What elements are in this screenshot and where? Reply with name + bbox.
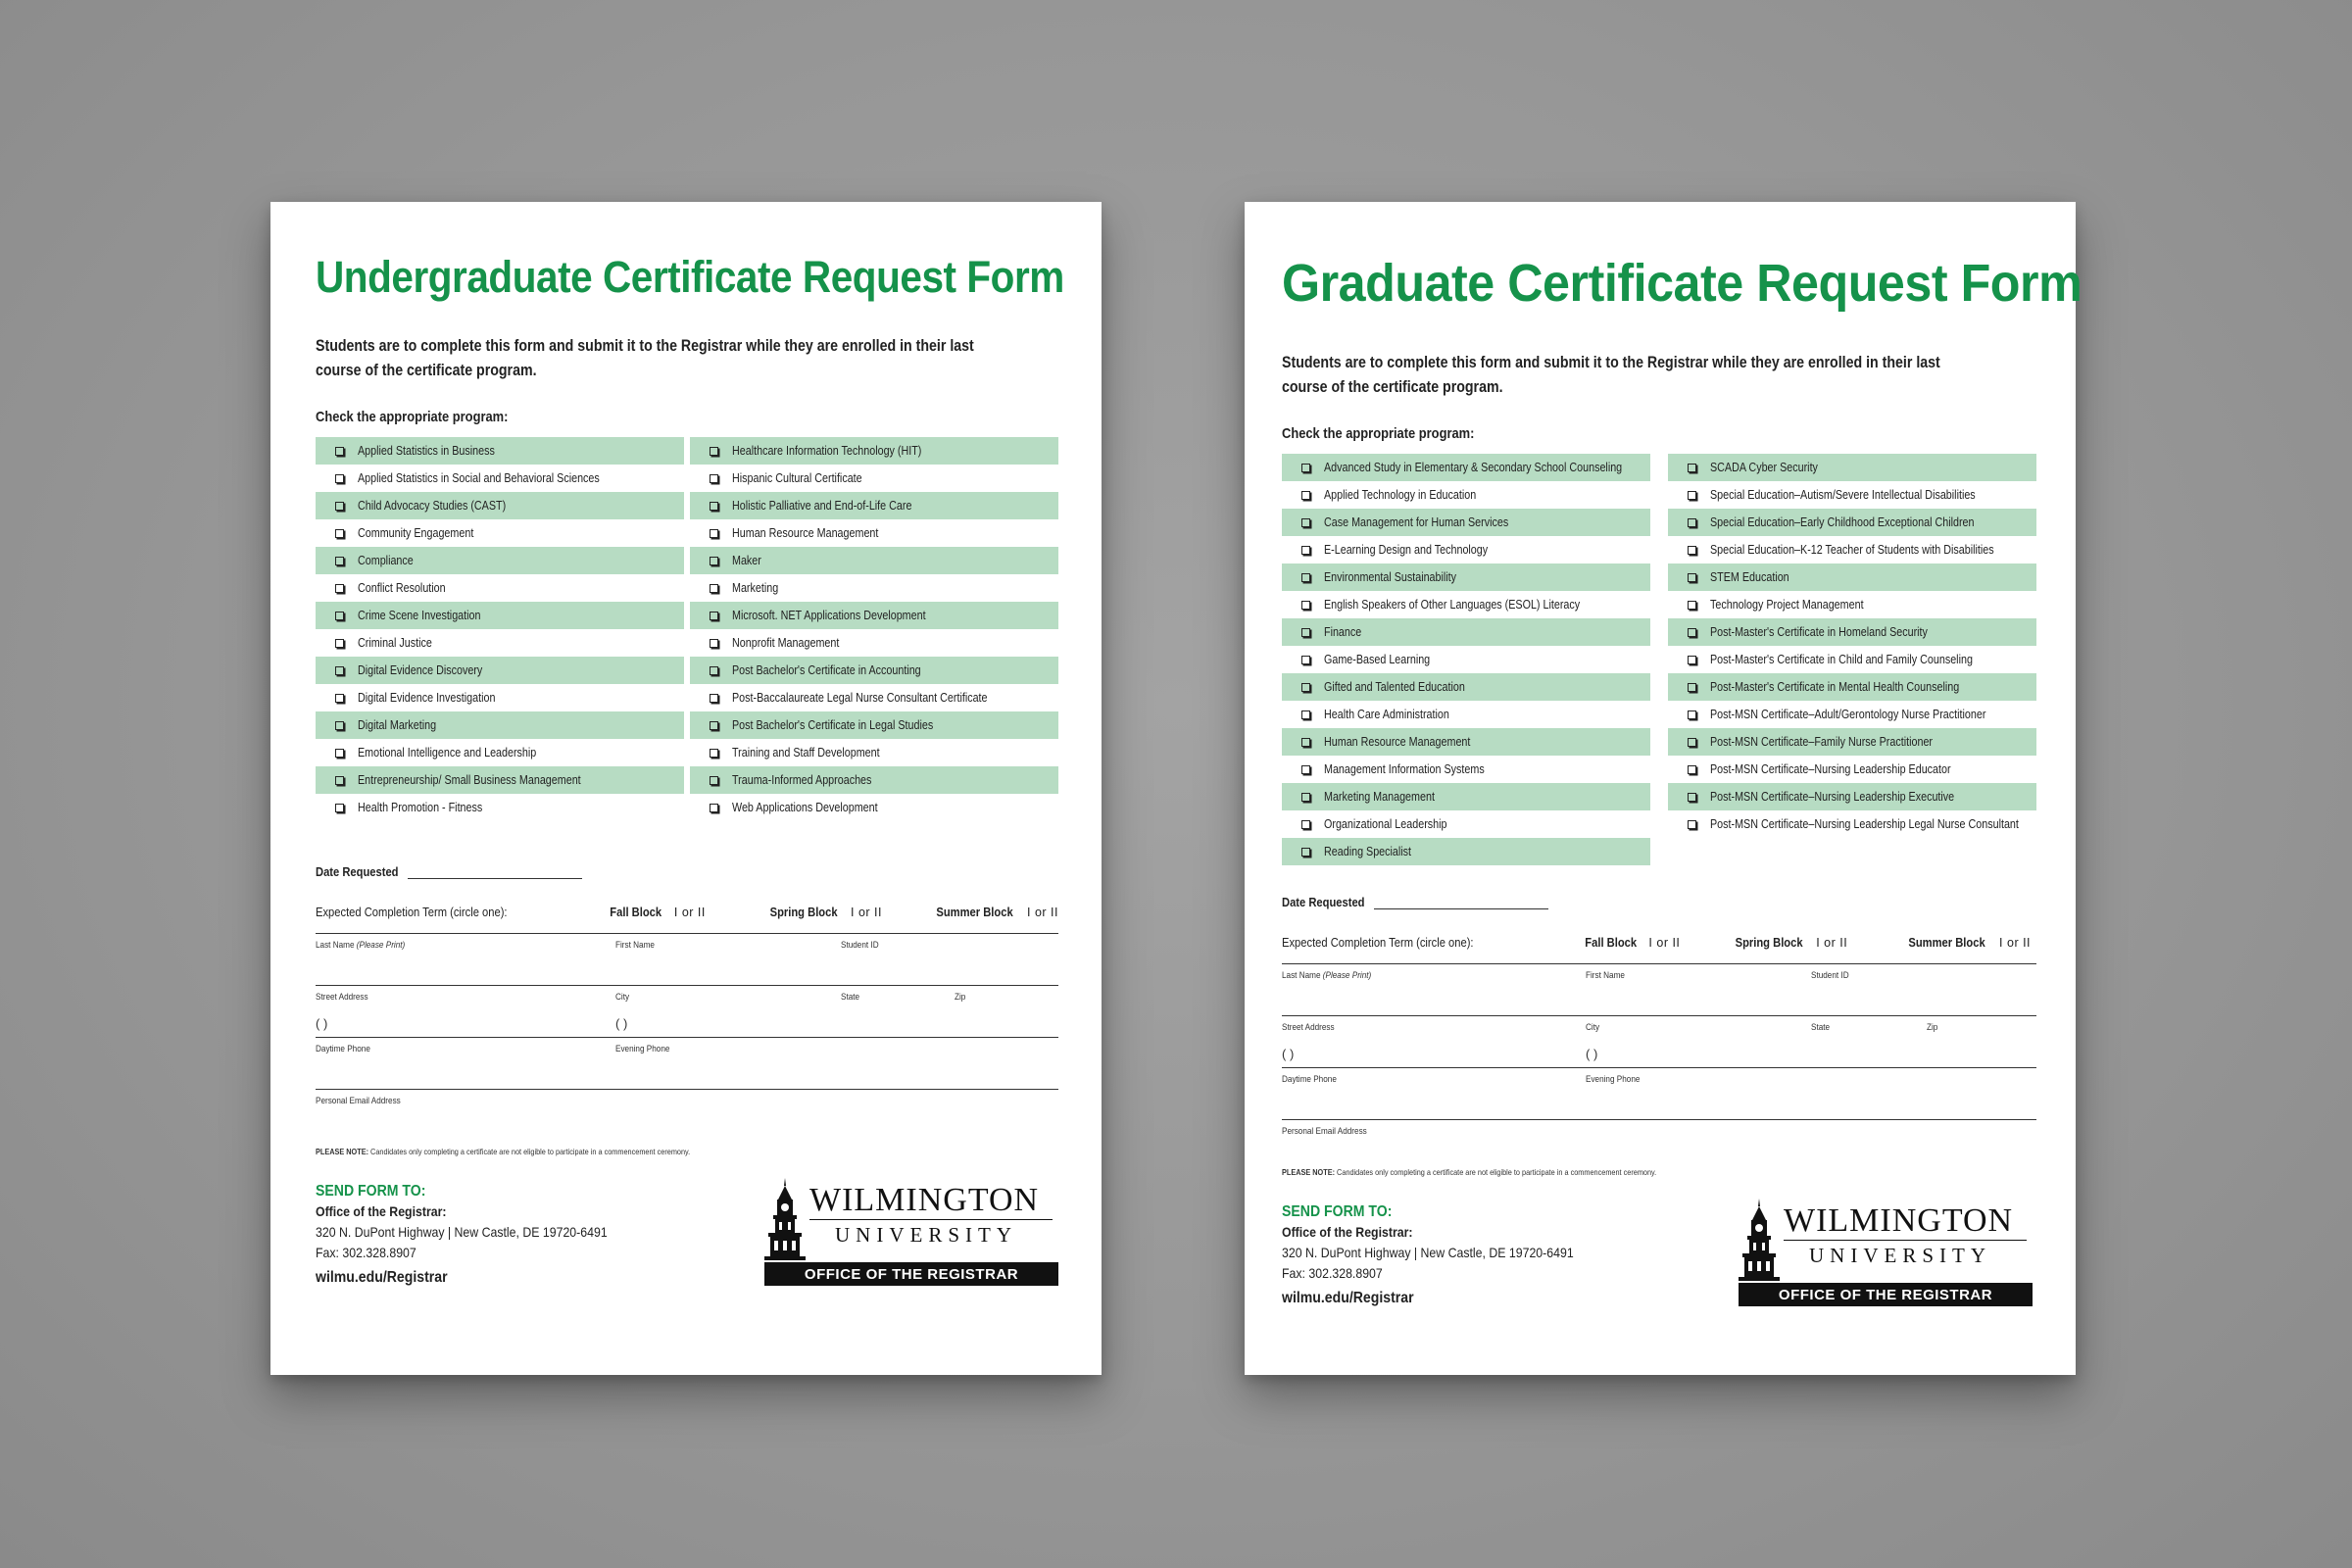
program-label: SCADA Cyber Security <box>1710 461 1818 474</box>
office-fax: Fax: 302.328.8907 <box>316 1245 416 1260</box>
program-checkbox-item[interactable] <box>1668 728 2036 756</box>
checkbox-icon[interactable] <box>1301 848 1310 857</box>
send-to-block <box>316 1181 608 1288</box>
summer-or-options: I or II <box>1999 935 2032 950</box>
program-checkbox-item[interactable] <box>690 766 1058 794</box>
completion-term-row <box>1282 935 2036 950</box>
send-to-heading: SEND FORM TO: <box>316 1183 426 1200</box>
checkbox-icon[interactable] <box>710 474 718 483</box>
checkbox-icon[interactable] <box>1301 793 1310 802</box>
program-checkbox-item[interactable] <box>690 739 1058 766</box>
city-label: City <box>1586 1022 1600 1033</box>
first-name-label: First Name <box>1586 970 1625 981</box>
university-logo <box>1739 1199 2033 1308</box>
program-label: Post Bachelor's Certificate in Legal Studies <box>732 718 934 732</box>
logo-university: UNIVERSITY <box>1809 1244 1991 1267</box>
program-checkbox-item[interactable] <box>1282 838 1650 865</box>
name-row[interactable] <box>1282 963 2036 1015</box>
note-text: Candidates only completing a certificate are not eligible to participate in a commencement ceremony. <box>370 1147 691 1156</box>
program-label: Environmental Sustainability <box>1324 570 1457 584</box>
zip-label: Zip <box>955 992 966 1003</box>
program-checkbox-item[interactable] <box>316 465 684 492</box>
program-label: Maker <box>732 554 761 567</box>
spring-block-label: Spring Block <box>1735 935 1803 950</box>
name-row[interactable] <box>316 933 1058 985</box>
checkbox-icon[interactable] <box>1301 683 1310 692</box>
logo-wilmington: WILMINGTON <box>1784 1202 2014 1239</box>
program-column <box>1282 454 1650 865</box>
program-label: Criminal Justice <box>358 636 432 650</box>
spring-or-options: I or II <box>1816 935 1848 950</box>
logo-office-bar: OFFICE OF THE REGISTRAR <box>1739 1283 2033 1306</box>
checkbox-icon[interactable] <box>710 776 718 785</box>
summer-block-label: Summer Block <box>936 905 1013 919</box>
checkbox-icon[interactable] <box>1301 656 1310 664</box>
checkbox-icon[interactable] <box>335 557 344 565</box>
street-address-label: Street Address <box>316 992 368 1003</box>
form-footer <box>1282 1199 2033 1308</box>
program-checkbox-item[interactable] <box>1282 454 1650 481</box>
program-label: Health Promotion - Fitness <box>358 801 483 814</box>
logo-divider <box>1784 1240 2027 1241</box>
checkbox-icon[interactable] <box>710 804 718 812</box>
program-checkbox-item[interactable] <box>1282 509 1650 536</box>
last-name-label: Last Name (Please Print) <box>316 940 406 951</box>
program-checkbox-item[interactable] <box>690 657 1058 684</box>
evening-phone-label: Evening Phone <box>615 1044 670 1054</box>
program-checkbox-item[interactable] <box>1668 701 2036 728</box>
logo-office-bar: OFFICE OF THE REGISTRAR <box>764 1262 1058 1286</box>
university-logo <box>764 1178 1058 1288</box>
program-checkbox-item[interactable] <box>1282 481 1650 509</box>
program-label: Case Management for Human Services <box>1324 515 1509 529</box>
program-checkbox-item[interactable] <box>1282 783 1650 810</box>
program-checkbox-item[interactable] <box>316 519 684 547</box>
program-label: Crime Scene Investigation <box>358 609 481 622</box>
office-address: 320 N. DuPont Highway | New Castle, DE 19720-6491 <box>1282 1245 1574 1260</box>
program-checkbox-item[interactable] <box>1668 646 2036 673</box>
checkbox-icon[interactable] <box>1688 546 1696 555</box>
date-requested-field[interactable] <box>1374 895 1548 909</box>
area-code-parens: ( ) <box>1586 1047 1598 1061</box>
checkbox-icon[interactable] <box>710 529 718 538</box>
fall-block-label: Fall Block <box>610 905 662 919</box>
program-label: Post-MSN Certificate–Adult/Gerontology Nurse Practitioner <box>1710 708 1986 721</box>
checkbox-icon[interactable] <box>1688 683 1696 692</box>
program-checkbox-item[interactable] <box>690 794 1058 821</box>
program-checkbox-item[interactable] <box>690 602 1058 629</box>
checkbox-icon[interactable] <box>335 694 344 703</box>
program-checkbox-item[interactable] <box>316 766 684 794</box>
date-requested-field[interactable] <box>408 864 582 879</box>
program-label: Applied Statistics in Social and Behavioral Sciences <box>358 471 600 485</box>
fall-block-option[interactable] <box>606 905 763 919</box>
street-address-label: Street Address <box>1282 1022 1335 1033</box>
program-label: Nonprofit Management <box>732 636 840 650</box>
program-checkbox-item[interactable] <box>1282 564 1650 591</box>
program-label: Gifted and Talented Education <box>1324 680 1465 694</box>
checkbox-icon[interactable] <box>335 666 344 675</box>
checkbox-icon[interactable] <box>1301 518 1310 527</box>
address-row[interactable] <box>316 985 1058 1037</box>
grad-form-sheet <box>1245 202 2082 1375</box>
checkbox-icon[interactable] <box>710 721 718 730</box>
fall-or-options: I or II <box>673 905 706 919</box>
program-column <box>1668 454 2036 865</box>
checkbox-icon[interactable] <box>1688 518 1696 527</box>
program-checkbox-item[interactable] <box>1668 481 2036 509</box>
student-id-label: Student ID <box>1811 970 1849 981</box>
office-address: 320 N. DuPont Highway | New Castle, DE 19720-6491 <box>316 1224 608 1240</box>
program-list <box>316 437 1058 821</box>
checkbox-icon[interactable] <box>710 584 718 593</box>
program-label: Special Education–K-12 Teacher of Students with Disabilities <box>1710 543 1994 557</box>
summer-block-option[interactable] <box>1902 935 2031 950</box>
program-checkbox-item[interactable] <box>1668 591 2036 618</box>
program-label: Holistic Palliative and End-of-Life Care <box>732 499 912 513</box>
program-label: Microsoft. NET Applications Development <box>732 609 926 622</box>
program-label: Digital Evidence Investigation <box>358 691 496 705</box>
area-code-parens: ( ) <box>615 1016 628 1031</box>
checkbox-icon[interactable] <box>1688 656 1696 664</box>
checkbox-icon[interactable] <box>1688 793 1696 802</box>
program-label: Human Resource Management <box>732 526 879 540</box>
form-title: Undergraduate Certificate Request Form <box>316 252 1064 302</box>
email-row[interactable] <box>316 1089 1058 1129</box>
date-requested-label: Date Requested <box>1282 895 1365 909</box>
program-checkbox-item[interactable] <box>1668 564 2036 591</box>
program-checkbox-item[interactable] <box>690 519 1058 547</box>
program-label: Community Engagement <box>358 526 474 540</box>
program-label: Post-Master's Certificate in Mental Health Counseling <box>1710 680 1960 694</box>
logo-divider <box>809 1219 1053 1220</box>
program-label: Post-Master's Certificate in Homeland Security <box>1710 625 1928 639</box>
date-requested-row <box>316 864 1058 879</box>
program-checkbox-item[interactable] <box>1282 536 1650 564</box>
checkbox-icon[interactable] <box>335 804 344 812</box>
program-label: Special Education–Early Childhood Exceptional Children <box>1710 515 1975 529</box>
program-label: Entrepreneurship/ Small Business Management <box>358 773 581 787</box>
check-program-label: Check the appropriate program: <box>1282 425 1475 442</box>
program-checkbox-item[interactable] <box>316 657 684 684</box>
program-label: Applied Statistics in Business <box>358 444 495 458</box>
summer-block-option[interactable] <box>930 905 1058 919</box>
checkbox-icon[interactable] <box>335 529 344 538</box>
program-checkbox-item[interactable] <box>690 574 1058 602</box>
form-footer <box>316 1178 1058 1288</box>
contact-fields <box>1282 963 2036 1159</box>
program-label: Advanced Study in Elementary & Secondary School Counseling <box>1324 461 1623 474</box>
fall-block-label: Fall Block <box>1585 935 1638 950</box>
email-row[interactable] <box>1282 1119 2036 1159</box>
program-label: Special Education–Autism/Severe Intellectual Disabilities <box>1710 488 1976 502</box>
program-checkbox-item[interactable] <box>1668 536 2036 564</box>
form-intro: Students are to complete this form and submit it to the Registrar while they are enrolled in their last course of the certificate program. <box>1282 354 1940 396</box>
checkbox-icon[interactable] <box>710 502 718 511</box>
checkbox-icon[interactable] <box>710 557 718 565</box>
undergrad-form-sheet <box>270 202 1102 1375</box>
daytime-phone-label: Daytime Phone <box>1282 1074 1337 1085</box>
summer-or-options: I or II <box>1027 905 1058 919</box>
checkbox-icon[interactable] <box>1301 601 1310 610</box>
completion-term-row <box>316 905 1058 919</box>
program-label: E-Learning Design and Technology <box>1324 543 1489 557</box>
program-label: Post-MSN Certificate–Family Nurse Practitioner <box>1710 735 1934 749</box>
checkbox-icon[interactable] <box>1301 491 1310 500</box>
spring-or-options: I or II <box>851 905 882 919</box>
checkbox-icon[interactable] <box>710 447 718 456</box>
program-checkbox-item[interactable] <box>1668 509 2036 536</box>
program-label: Post Bachelor's Certificate in Accounting <box>732 663 921 677</box>
program-checkbox-item[interactable] <box>1668 810 2036 838</box>
program-label: Web Applications Development <box>732 801 878 814</box>
checkbox-icon[interactable] <box>335 612 344 620</box>
program-checkbox-item[interactable] <box>1668 454 2036 481</box>
checkbox-icon[interactable] <box>1301 820 1310 829</box>
form-intro: Students are to complete this form and submit it to the Registrar while they are enrolled in their last course of the certificate program. <box>316 337 974 379</box>
program-checkbox-item[interactable] <box>1668 783 2036 810</box>
logo-university: UNIVERSITY <box>835 1223 1017 1247</box>
program-label: Management Information Systems <box>1324 762 1485 776</box>
program-column <box>316 437 684 821</box>
program-label: Trauma-Informed Approaches <box>732 773 872 787</box>
area-code-parens: ( ) <box>316 1016 328 1031</box>
spring-block-option[interactable] <box>1730 935 1902 950</box>
program-checkbox-item[interactable] <box>316 437 684 465</box>
clock-tower-icon <box>1739 1199 1780 1281</box>
checkbox-icon[interactable] <box>335 721 344 730</box>
please-note <box>316 1147 955 1156</box>
program-checkbox-item[interactable] <box>316 739 684 766</box>
date-requested-row <box>1282 895 2036 909</box>
program-checkbox-item[interactable] <box>1668 618 2036 646</box>
spring-block-label: Spring Block <box>769 905 838 919</box>
checkbox-icon[interactable] <box>335 749 344 758</box>
checkbox-icon[interactable] <box>1301 573 1310 582</box>
checkbox-icon[interactable] <box>1688 491 1696 500</box>
email-label: Personal Email Address <box>316 1096 401 1106</box>
program-label: Conflict Resolution <box>358 581 446 595</box>
program-label: Compliance <box>358 554 414 567</box>
program-checkbox-item[interactable] <box>1668 756 2036 783</box>
office-fax: Fax: 302.328.8907 <box>1282 1265 1383 1281</box>
program-list <box>1282 454 2036 865</box>
program-checkbox-item[interactable] <box>316 574 684 602</box>
program-checkbox-item[interactable] <box>1282 756 1650 783</box>
program-label: Post-MSN Certificate–Nursing Leadership Legal Nurse Consultant <box>1710 817 2019 831</box>
fall-block-option[interactable] <box>1581 935 1730 950</box>
summer-block-label: Summer Block <box>1908 935 1985 950</box>
program-checkbox-item[interactable] <box>690 492 1058 519</box>
contact-fields <box>316 933 1058 1129</box>
program-checkbox-item[interactable] <box>1282 701 1650 728</box>
program-checkbox-item[interactable] <box>690 629 1058 657</box>
checkbox-icon[interactable] <box>1301 464 1310 472</box>
office-label: Office of the Registrar: <box>1282 1224 1413 1240</box>
state-label: State <box>841 992 860 1003</box>
checkbox-icon[interactable] <box>1301 628 1310 637</box>
program-label: Training and Staff Development <box>732 746 880 760</box>
program-label: Hispanic Cultural Certificate <box>732 471 862 485</box>
program-label: Applied Technology in Education <box>1324 488 1477 502</box>
checkbox-icon[interactable] <box>1301 546 1310 555</box>
completion-term-label: Expected Completion Term (circle one): <box>1282 935 1474 950</box>
program-checkbox-item[interactable] <box>1282 728 1650 756</box>
checkbox-icon[interactable] <box>1301 710 1310 719</box>
program-checkbox-item[interactable] <box>316 547 684 574</box>
program-checkbox-item[interactable] <box>690 465 1058 492</box>
phone-row[interactable] <box>316 1016 1058 1089</box>
program-checkbox-item[interactable] <box>690 684 1058 711</box>
state-label: State <box>1811 1022 1831 1033</box>
checkbox-icon[interactable] <box>1688 710 1696 719</box>
first-name-label: First Name <box>615 940 655 951</box>
program-label: Reading Specialist <box>1324 845 1412 858</box>
program-label: Post-Master's Certificate in Child and Family Counseling <box>1710 653 1973 666</box>
program-checkbox-item[interactable] <box>316 602 684 629</box>
program-label: Game-Based Learning <box>1324 653 1431 666</box>
registrar-url[interactable]: wilmu.edu/Registrar <box>316 1269 448 1286</box>
program-checkbox-item[interactable] <box>1282 618 1650 646</box>
checkbox-icon[interactable] <box>1688 765 1696 774</box>
program-label: Post-MSN Certificate–Nursing Leadership Educator <box>1710 762 1951 776</box>
program-checkbox-item[interactable] <box>316 794 684 821</box>
program-label: STEM Education <box>1710 570 1789 584</box>
program-checkbox-item[interactable] <box>1282 673 1650 701</box>
note-label: PLEASE NOTE: <box>316 1147 369 1156</box>
daytime-phone-label: Daytime Phone <box>316 1044 370 1054</box>
send-to-block <box>1282 1201 1574 1308</box>
program-checkbox-item[interactable] <box>690 437 1058 465</box>
program-label: Digital Marketing <box>358 718 437 732</box>
checkbox-icon[interactable] <box>335 502 344 511</box>
check-program-label: Check the appropriate program: <box>316 409 509 425</box>
checkbox-icon[interactable] <box>710 749 718 758</box>
checkbox-icon[interactable] <box>335 447 344 456</box>
program-label: Technology Project Management <box>1710 598 1864 612</box>
program-checkbox-item[interactable] <box>316 492 684 519</box>
checkbox-icon[interactable] <box>1688 820 1696 829</box>
program-label: Healthcare Information Technology (HIT) <box>732 444 922 458</box>
program-label: Digital Evidence Discovery <box>358 663 483 677</box>
program-checkbox-item[interactable] <box>1668 673 2036 701</box>
city-label: City <box>615 992 630 1003</box>
program-label: Marketing <box>732 581 779 595</box>
fall-or-options: I or II <box>1648 935 1681 950</box>
checkbox-icon[interactable] <box>710 694 718 703</box>
registrar-url[interactable]: wilmu.edu/Registrar <box>1282 1290 1414 1306</box>
program-checkbox-item[interactable] <box>1282 646 1650 673</box>
program-checkbox-item[interactable] <box>1282 810 1650 838</box>
checkbox-icon[interactable] <box>710 612 718 620</box>
address-row[interactable] <box>1282 1015 2036 1067</box>
logo-wilmington: WILMINGTON <box>809 1182 1040 1218</box>
checkbox-icon[interactable] <box>1688 738 1696 747</box>
program-label: Post-MSN Certificate–Nursing Leadership Executive <box>1710 790 1955 804</box>
program-checkbox-item[interactable] <box>690 547 1058 574</box>
checkbox-icon[interactable] <box>710 639 718 648</box>
phone-row[interactable] <box>1282 1047 2036 1119</box>
program-checkbox-item[interactable] <box>316 629 684 657</box>
clock-tower-icon <box>764 1178 806 1260</box>
program-checkbox-item[interactable] <box>1282 591 1650 618</box>
office-label: Office of the Registrar: <box>316 1203 447 1219</box>
spring-block-option[interactable] <box>764 905 930 919</box>
checkbox-icon[interactable] <box>1688 628 1696 637</box>
checkbox-icon[interactable] <box>335 639 344 648</box>
please-note <box>1282 1167 1931 1177</box>
checkbox-icon[interactable] <box>335 584 344 593</box>
program-label: Organizational Leadership <box>1324 817 1447 831</box>
last-name-label: Last Name (Please Print) <box>1282 970 1372 981</box>
email-label: Personal Email Address <box>1282 1126 1367 1137</box>
checkbox-icon[interactable] <box>335 474 344 483</box>
program-label: Human Resource Management <box>1324 735 1471 749</box>
program-column <box>690 437 1058 821</box>
program-label: Marketing Management <box>1324 790 1435 804</box>
program-label: Health Care Administration <box>1324 708 1449 721</box>
program-label: Emotional Intelligence and Leadership <box>358 746 537 760</box>
evening-phone-label: Evening Phone <box>1586 1074 1641 1085</box>
program-checkbox-item[interactable] <box>316 684 684 711</box>
checkbox-icon[interactable] <box>1301 738 1310 747</box>
note-text: Candidates only completing a certificate are not eligible to participate in a commencement ceremony. <box>1337 1167 1657 1177</box>
checkbox-icon[interactable] <box>1688 601 1696 610</box>
program-label: Child Advocacy Studies (CAST) <box>358 499 507 513</box>
checkbox-icon[interactable] <box>1301 765 1310 774</box>
form-title: Graduate Certificate Request Form <box>1282 254 2082 313</box>
program-checkbox-item[interactable] <box>690 711 1058 739</box>
program-label: English Speakers of Other Languages (ESOL) Literacy <box>1324 598 1581 612</box>
checkbox-icon[interactable] <box>335 776 344 785</box>
program-label: Post-Baccalaureate Legal Nurse Consultant Certificate <box>732 691 988 705</box>
zip-label: Zip <box>1927 1022 1938 1033</box>
note-label: PLEASE NOTE: <box>1282 1167 1336 1177</box>
checkbox-icon[interactable] <box>1688 573 1696 582</box>
send-to-heading: SEND FORM TO: <box>1282 1203 1393 1220</box>
date-requested-label: Date Requested <box>316 864 399 879</box>
program-checkbox-item[interactable] <box>316 711 684 739</box>
student-id-label: Student ID <box>841 940 879 951</box>
program-label: Finance <box>1324 625 1362 639</box>
checkbox-icon[interactable] <box>710 666 718 675</box>
completion-term-label: Expected Completion Term (circle one): <box>316 905 508 919</box>
checkbox-icon[interactable] <box>1688 464 1696 472</box>
area-code-parens: ( ) <box>1282 1047 1295 1061</box>
